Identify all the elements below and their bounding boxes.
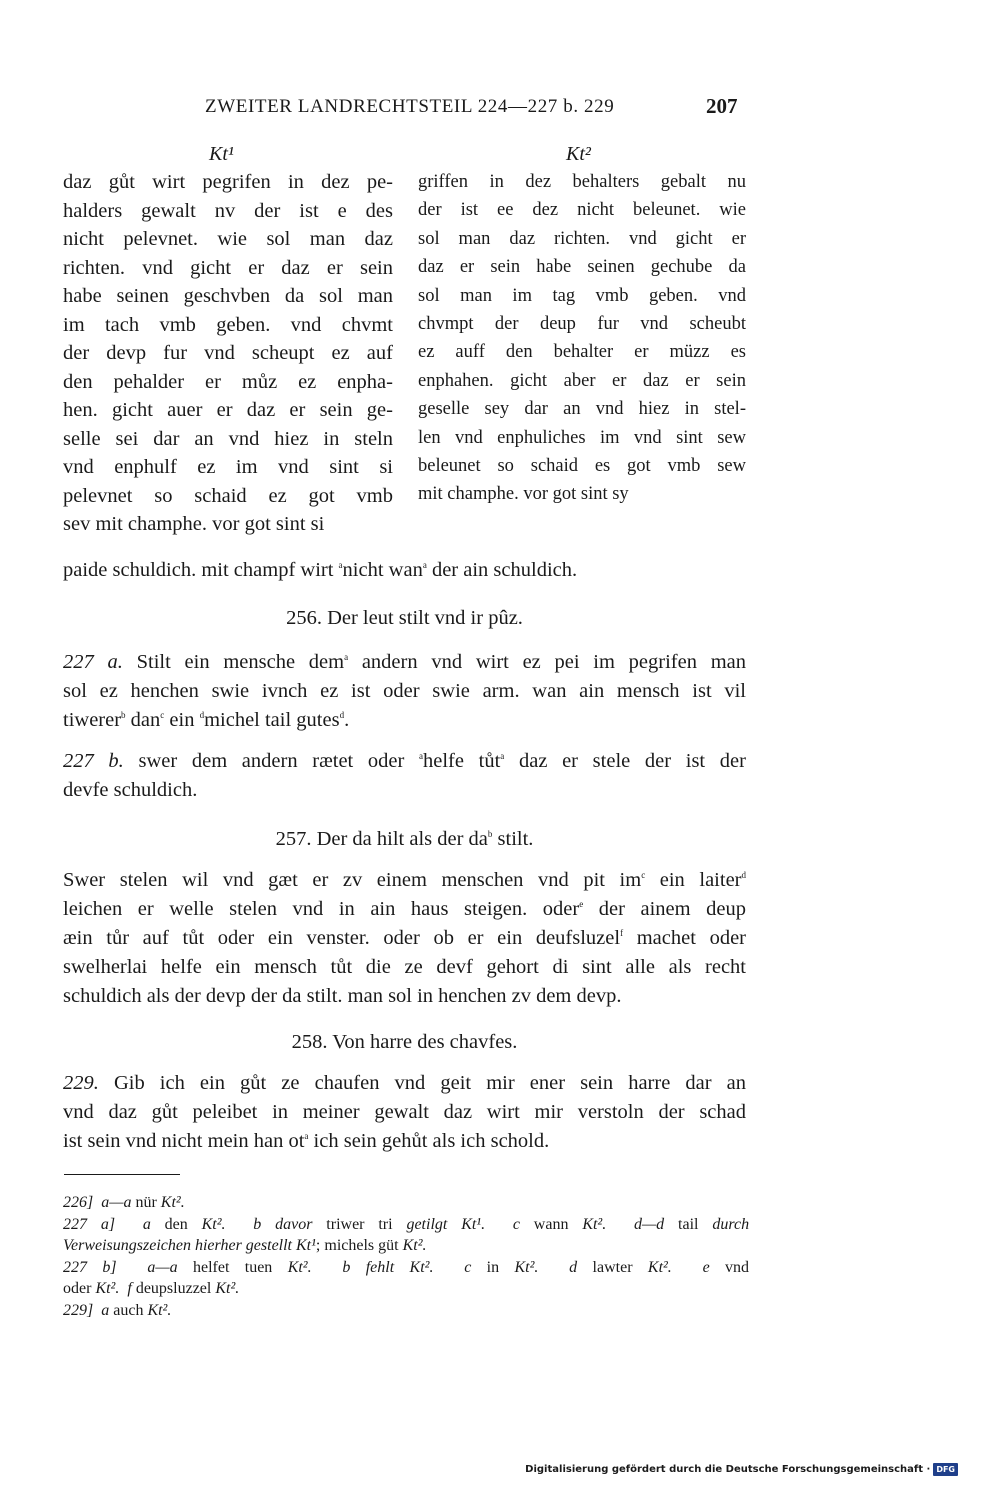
text-run: ein laiter [645,869,742,891]
text-run: auch [109,1301,148,1319]
text-line: im tach vmb geben. vnd chvmt [63,313,393,336]
text-line: sol man daz richten. vnd gicht er [418,228,746,249]
section-number: 227 b. [63,750,124,772]
paragraph-229 [63,1069,746,1156]
footnote-mark: a [344,652,349,662]
text-run: . [344,709,350,731]
text-run: ; michels güt [315,1237,403,1254]
paragraph-227a [63,648,746,735]
text-line: swelherlai helfe ein mensch tůt die ze devf gehort di sint alle als recht [63,956,746,978]
text-run: Kt². [647,1258,672,1276]
footnote-mark: a [422,560,427,570]
digitization-credit [525,1463,958,1476]
text-run: helfe tůt [423,750,501,772]
text-run: paide schuldich. mit champf wirt [63,559,339,581]
text-run: triwer tri [312,1215,407,1233]
text-run: getilgt Kt¹. [406,1215,486,1233]
left-column-text [63,168,393,539]
right-column-text [418,168,746,509]
text-run: machet oder [623,927,746,949]
text-run: ist sein vnd nicht mein han ot [63,1130,305,1152]
text-run: den [150,1215,202,1233]
text-line: griffen in dez behalters gebalt nu [418,172,746,192]
text-line: richten. vnd gicht er daz er sein [63,256,393,279]
text-run: Swer stelen wil vnd gæt er zv einem menschen vnd pit im [63,869,642,891]
text-line [63,1127,746,1156]
text-line [63,924,746,953]
text-run: vnd [709,1258,750,1276]
footnote-mark: b [487,829,493,839]
text-run: Gib ich ein gůt ze chaufen vnd geit mir ener sein harre dar an [98,1072,746,1094]
text-line: vnd enphulf ez im vnd sint si [63,456,393,478]
apparatus-notes [63,1192,749,1321]
text-line: sol man im tag vmb geben. vnd [418,285,746,306]
text-line: daz er sein habe seinen gechube da [418,257,746,278]
text-run: Kt². [160,1194,185,1211]
text-line: chvmpt der deup fur vnd scheubt [418,313,746,334]
text-run: dan [125,709,161,731]
text-run: helfet tuen [177,1258,288,1276]
text-line [63,895,746,924]
text-run: swer dem andern rætet oder [123,750,420,772]
text-line [63,866,746,895]
text-line: selle sei dar an vnd hiez in steln [63,427,393,450]
footnote-mark: a [500,751,505,761]
text-run: d [569,1258,578,1276]
text-line: sev mit champhe. vor got sint si [63,513,325,535]
text-run: daz er stele der ist der [504,750,746,772]
text-run: Kt². [514,1258,539,1276]
text-run: tiwerer [63,709,122,731]
text-run: Kt². [95,1280,120,1297]
paragraph-227b [63,747,746,805]
note-ref: 227 a] [63,1215,116,1233]
text-line: beleunet so schaid es got vmb sew [418,455,746,476]
text-run: b fehlt Kt². [342,1258,434,1276]
text-run: Kt². [215,1280,240,1297]
note-ref: 227 b] [63,1258,117,1276]
footnote-mark: f [620,928,624,938]
text-line [63,747,746,776]
text-line: devfe schuldich. [63,779,198,801]
note-ref: 229] [63,1301,94,1319]
text-line: nicht pelevnet. wie sol man daz [63,228,393,250]
footnote-divider [64,1174,180,1175]
text-run: michel tail gutes [204,709,340,731]
text-line: vnd daz gůt peleibet in meiner gewalt daz wirt mir verstoln der schad [63,1101,746,1123]
footnote-mark: d [199,710,205,720]
text-run: d—d [633,1215,665,1233]
text-line: den pehalder er můz ez enpha- [63,370,393,393]
text-line: der ist ee dez nicht beleunet. wie [418,200,746,221]
text-run: b davor [253,1215,313,1233]
section-heading-258: 258. Von harre des chavfes. [291,1031,518,1053]
text-line: enphahen. gicht aber er daz er sein [418,370,746,391]
note-line [63,1278,749,1300]
text-run: a [101,1301,110,1319]
paragraph-257 [63,866,746,1011]
text-line: hen. gicht auer er daz er sein ge- [63,399,393,421]
text-run: c [464,1258,472,1276]
text-run: der ain schuldich. [426,559,578,581]
section-heading-257 [63,828,746,851]
text-line: mit champhe. vor got sint sy [418,484,629,505]
text-run: deupsluzzel [131,1280,216,1297]
text-run: stilt. [492,828,534,850]
text-run: lawter [577,1258,648,1276]
text-run: Kt². [402,1237,427,1254]
text-run: in [471,1258,515,1276]
text-run: a—a [101,1194,132,1211]
text-run: nür [131,1194,161,1211]
section-number: 227 a. [63,651,123,673]
running-head: ZWEITER LANDRECHTSTEIL 224—227 b. 229 [205,96,615,117]
footnote-mark: e [579,899,584,909]
page-number: 207 [706,94,738,118]
text-run: andern vnd wirt ez pei im pegrifen man [348,651,747,673]
text-line: geselle sey dar an vnd hiez in stel- [418,399,746,420]
note-line [63,1257,749,1279]
text-run: Verweisungszeichen hierher gestellt Kt¹ [63,1237,316,1254]
footnote-mark: d [339,710,345,720]
footnote-mark: d [741,870,746,880]
left-column-siglum: Kt¹ [209,143,234,165]
text-line: pelevnet so schaid ez got vmb [63,484,393,507]
text-line: der devp fur vnd scheupt ez auf [63,342,393,364]
footnote-mark: a [419,751,424,761]
footnote-mark: b [121,710,126,720]
text-run: ich sein gehůt als ich schold. [308,1130,550,1152]
text-line: ez auff den behalter er müzz es [418,342,746,363]
section-heading-256: 256. Der leut stilt vnd ir pûz. [286,607,523,629]
note-line [63,1300,749,1322]
note-line [63,1214,749,1236]
text-run: f [127,1280,132,1297]
text-run: a [142,1215,151,1233]
footnote-mark: c [641,870,646,880]
text-run: æin tůr auf tůt oder ein venster. oder ob er ein deufsluzel [63,927,621,949]
text-line: daz gůt wirt pegrifen in dez pe- [63,171,393,193]
text-line: schuldich als der devp der da stilt. man sol in henchen zv dem devp. [63,985,622,1007]
text-run: leichen er welle stelen vnd in ain haus steigen. oder [63,898,580,920]
text-run: Stilt ein mensche dem [122,651,345,673]
text-run: Kt². [201,1215,226,1233]
text-line [63,648,746,677]
text-run: e [702,1258,710,1276]
text-run: durch [712,1215,750,1233]
right-column-siglum: Kt² [566,143,591,165]
text-line [63,556,746,585]
text-line: habe seinen geschvben da sol man [63,285,393,307]
note-line [63,1192,749,1214]
text-run: c [512,1215,520,1233]
text-run: Kt². [287,1258,312,1276]
footnote-mark: a [304,1131,309,1141]
footnote-mark: c [160,710,165,720]
joined-paragraph [63,556,746,585]
section-number: 229. [63,1072,99,1094]
text-line: halders gewalt nv der ist e des [63,199,393,222]
text-run: ein [164,709,200,731]
text-run: a—a [147,1258,178,1276]
credit-text: Digitalisierung gefördert durch die Deutsche Forschungsgemeinschaft · [525,1464,931,1475]
text-line [63,706,746,735]
text-run: Kt². [147,1301,172,1319]
text-run: tail [664,1215,713,1233]
note-ref: 226] [63,1194,94,1211]
text-line [63,1069,746,1098]
text-run: wann [519,1215,583,1233]
footnote-mark: a [338,560,343,570]
note-line [63,1235,749,1257]
text-run: nicht wan [342,559,423,581]
dfg-logo: DFG [933,1463,958,1476]
text-run: oder [63,1280,96,1297]
text-line: sol ez henchen swie ivnch ez ist oder swie arm. wan ain mensch ist vil [63,680,746,702]
text-line: len vnd enphuliches im vnd sint sew [418,427,746,448]
text-run: Kt². [582,1215,607,1233]
text-run: der ainem deup [583,898,746,920]
text-run: 257. Der da hilt als der da [275,828,488,850]
